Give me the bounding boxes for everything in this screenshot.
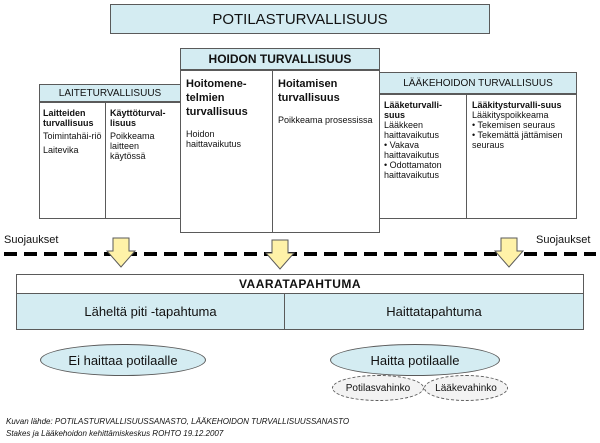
laaketurvallisuus-bullets (384, 140, 462, 180)
hoitomenetelmien-column (180, 70, 273, 233)
potilasvahinko-text: Potilasvahinko (345, 382, 411, 394)
vaaratapahtuma-title: VAARATAPAHTUMA (238, 277, 362, 291)
laaketurvallisuus-column (379, 94, 467, 219)
arrow-down-icon (266, 240, 294, 269)
laitteiden-column (39, 102, 106, 219)
laakevahinko-text: Lääkevahinko (435, 382, 497, 394)
laakehoidon-turvallisuus-panel (379, 72, 577, 218)
haittatapahtuma-text: Haittatapahtuma (386, 304, 482, 319)
laakitysturvallisuus-column (466, 94, 577, 219)
arrow-down-icon (107, 238, 135, 267)
hoidon-turvallisuus-panel (180, 48, 380, 232)
laheltapiti-cell (16, 293, 285, 330)
hoitomenetelmien-title: Hoitomene-telmien turvallisuus (186, 78, 248, 118)
poikkeama-prosessissa-text: Poikkeama prosessissa (278, 115, 373, 125)
hoidon-turvallisuus-title: HOIDON TURVALLISUUS (208, 52, 352, 66)
bullet-item: • Vakava haittavaikutus (384, 140, 462, 160)
suojaukset-right-label: Suojaukset (536, 234, 591, 246)
hoitamisen-column (272, 70, 380, 233)
laakevahinko-ellipse (424, 375, 508, 401)
vaaratapahtuma-panel (16, 274, 584, 329)
potilasturvallisuus-title: POTILASTURVALLISUUS (212, 10, 388, 28)
suojaukset-left-label: Suojaukset (4, 234, 59, 246)
hoidon-haittavaikutus-text: Hoidon haittavaikutus (186, 129, 242, 149)
bullet-item: • Odottamaton haittavaikutus (384, 160, 462, 180)
arrow-down-icon (495, 238, 523, 267)
laaketurvallisuus-title: Lääketurvalli-suus (384, 100, 443, 120)
poikkeama-laitteen-text: Poikkeama laitteen käytössä (110, 131, 155, 161)
laiteturvallisuus-header (39, 84, 181, 102)
laitteiden-title: Laitteiden turvallisuus (43, 108, 94, 128)
haitta-potilaalle-ellipse (330, 344, 500, 376)
laheltapiti-text: Läheltä piti -tapahtuma (84, 304, 217, 319)
source-caption (6, 416, 349, 440)
laiteturvallisuus-title: LAITETURVALLISUUS (58, 87, 162, 99)
potilasvahinko-ellipse (332, 375, 424, 401)
laakehoidon-header (379, 72, 577, 94)
haittatapahtuma-cell (284, 293, 584, 330)
kayttoturvallisuus-title: Käyttöturval-lisuus (110, 108, 166, 128)
source-line-1: Kuvan lähde: POTILASTURVALLISUUSSANASTO, LÄÄKEHOIDON TURVALLISUUSSANASTO (6, 417, 350, 426)
potilasturvallisuus-header (110, 4, 490, 34)
ei-haittaa-text: Ei haittaa potilaalle (68, 352, 178, 368)
haitta-potilaalle-text: Haitta potilaalle (370, 352, 460, 368)
bullet-item: • Tekemättä jättämisen seuraus (472, 130, 571, 150)
laakkeen-haittavaikutus-text: Lääkkeen haittavaikutus (384, 120, 440, 140)
laakityspoikkeama-text: Lääkityspoikkeama (472, 110, 549, 120)
ei-haittaa-ellipse (40, 344, 206, 376)
kayttoturvallisuus-column (105, 102, 181, 219)
source-line-2: Stakes ja Lääkehoidon kehittämiskeskus ROHTO 19.12.2007 (6, 429, 224, 438)
toimintahairio-text: Toimintahäi-riö (43, 131, 102, 141)
laakitysturvallisuus-title: Lääkitysturvalli-suus (472, 100, 562, 110)
bullet-item: • Tekemisen seuraus (472, 120, 571, 130)
laakehoidon-title: LÄÄKEHOIDON TURVALLISUUS (403, 77, 553, 89)
hoitamisen-title: Hoitamisen turvallisuus (278, 78, 340, 104)
laitevika-text: Laitevika (43, 145, 79, 155)
vaaratapahtuma-header (16, 274, 584, 294)
barrier-svg (0, 236, 600, 272)
laiteturvallisuus-panel (39, 84, 181, 218)
laakitysturvallisuus-bullets (472, 120, 571, 150)
hoidon-turvallisuus-header (180, 48, 380, 70)
